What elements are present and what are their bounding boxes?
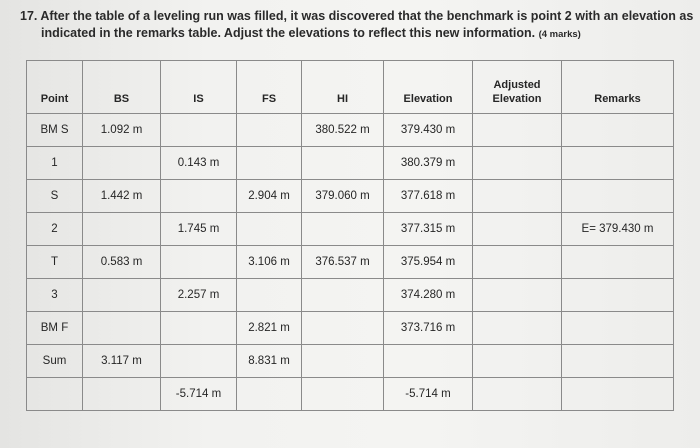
cell-elevation — [384, 345, 473, 378]
cell-point: 1 — [27, 147, 83, 180]
cell-remarks — [562, 180, 674, 213]
marks-label: (4 marks) — [538, 29, 581, 40]
question-line-2 — [20, 25, 696, 43]
cell-point: 3 — [27, 279, 83, 312]
cell-bs — [83, 378, 161, 411]
cell-is: -5.714 m — [161, 378, 237, 411]
cell-point: Sum — [27, 345, 83, 378]
table-row — [27, 213, 674, 246]
leveling-table — [26, 60, 674, 411]
cell-elevation: 377.618 m — [384, 180, 473, 213]
cell-is — [161, 180, 237, 213]
cell-bs: 1.092 m — [83, 114, 161, 147]
cell-point: S — [27, 180, 83, 213]
cell-elevation: 373.716 m — [384, 312, 473, 345]
question-line-2-text: indicated in the remarks table. Adjust the elevations to reflect this new information. — [41, 26, 536, 40]
cell-is: 2.257 m — [161, 279, 237, 312]
cell-remarks — [562, 114, 674, 147]
cell-adjusted-elevation — [473, 147, 562, 180]
table-row — [27, 279, 674, 312]
cell-point — [27, 378, 83, 411]
check-row — [27, 378, 674, 411]
cell-remarks — [562, 147, 674, 180]
header-hi: HI — [302, 61, 384, 114]
header-point: Point — [27, 61, 83, 114]
cell-remarks — [562, 345, 674, 378]
cell-point: BM S — [27, 114, 83, 147]
header-fs: FS — [237, 61, 302, 114]
table-row — [27, 312, 674, 345]
cell-elevation: 374.280 m — [384, 279, 473, 312]
cell-point: BM F — [27, 312, 83, 345]
cell-is: 0.143 m — [161, 147, 237, 180]
cell-elevation: 380.379 m — [384, 147, 473, 180]
cell-hi — [302, 213, 384, 246]
cell-fs: 2.821 m — [237, 312, 302, 345]
cell-fs — [237, 378, 302, 411]
cell-remarks — [562, 246, 674, 279]
cell-hi — [302, 378, 384, 411]
header-is: IS — [161, 61, 237, 114]
table-row — [27, 246, 674, 279]
cell-bs — [83, 147, 161, 180]
table-body — [27, 114, 674, 411]
cell-hi — [302, 345, 384, 378]
cell-bs — [83, 279, 161, 312]
header-adjusted-elevation-label: Adjusted Elevation — [492, 79, 542, 105]
cell-point: 2 — [27, 213, 83, 246]
cell-adjusted-elevation — [473, 213, 562, 246]
cell-hi — [302, 147, 384, 180]
cell-fs — [237, 213, 302, 246]
cell-hi — [302, 279, 384, 312]
cell-fs — [237, 114, 302, 147]
cell-adjusted-elevation — [473, 180, 562, 213]
cell-is — [161, 246, 237, 279]
cell-adjusted-elevation — [473, 246, 562, 279]
table-row — [27, 147, 674, 180]
cell-adjusted-elevation — [473, 114, 562, 147]
question-line-1: 17. After the table of a leveling run was filled, it was discovered that the benchmark is point 2 with an elevation as — [20, 9, 694, 23]
header-remarks: Remarks — [562, 61, 674, 114]
table-row — [27, 114, 674, 147]
cell-elevation: -5.714 m — [384, 378, 473, 411]
cell-bs: 0.583 m — [83, 246, 161, 279]
cell-remarks: E= 379.430 m — [562, 213, 674, 246]
cell-is — [161, 114, 237, 147]
cell-fs: 3.106 m — [237, 246, 302, 279]
cell-fs — [237, 279, 302, 312]
question-text — [20, 8, 696, 43]
header-bs: BS — [83, 61, 161, 114]
cell-is — [161, 345, 237, 378]
cell-adjusted-elevation — [473, 279, 562, 312]
cell-adjusted-elevation — [473, 312, 562, 345]
cell-point: T — [27, 246, 83, 279]
cell-elevation: 377.315 m — [384, 213, 473, 246]
cell-hi: 380.522 m — [302, 114, 384, 147]
cell-adjusted-elevation — [473, 345, 562, 378]
header-adjusted-elevation — [473, 61, 562, 114]
cell-remarks — [562, 312, 674, 345]
cell-is: 1.745 m — [161, 213, 237, 246]
header-elevation: Elevation — [384, 61, 473, 114]
cell-bs — [83, 312, 161, 345]
table-row — [27, 180, 674, 213]
cell-hi: 379.060 m — [302, 180, 384, 213]
sum-row — [27, 345, 674, 378]
cell-hi — [302, 312, 384, 345]
cell-elevation: 379.430 m — [384, 114, 473, 147]
cell-elevation: 375.954 m — [384, 246, 473, 279]
cell-bs — [83, 213, 161, 246]
cell-bs: 3.117 m — [83, 345, 161, 378]
cell-fs: 2.904 m — [237, 180, 302, 213]
cell-fs — [237, 147, 302, 180]
header-row — [27, 61, 674, 114]
cell-hi: 376.537 m — [302, 246, 384, 279]
cell-bs: 1.442 m — [83, 180, 161, 213]
cell-remarks — [562, 279, 674, 312]
cell-adjusted-elevation — [473, 378, 562, 411]
cell-remarks — [562, 378, 674, 411]
cell-fs: 8.831 m — [237, 345, 302, 378]
cell-is — [161, 312, 237, 345]
